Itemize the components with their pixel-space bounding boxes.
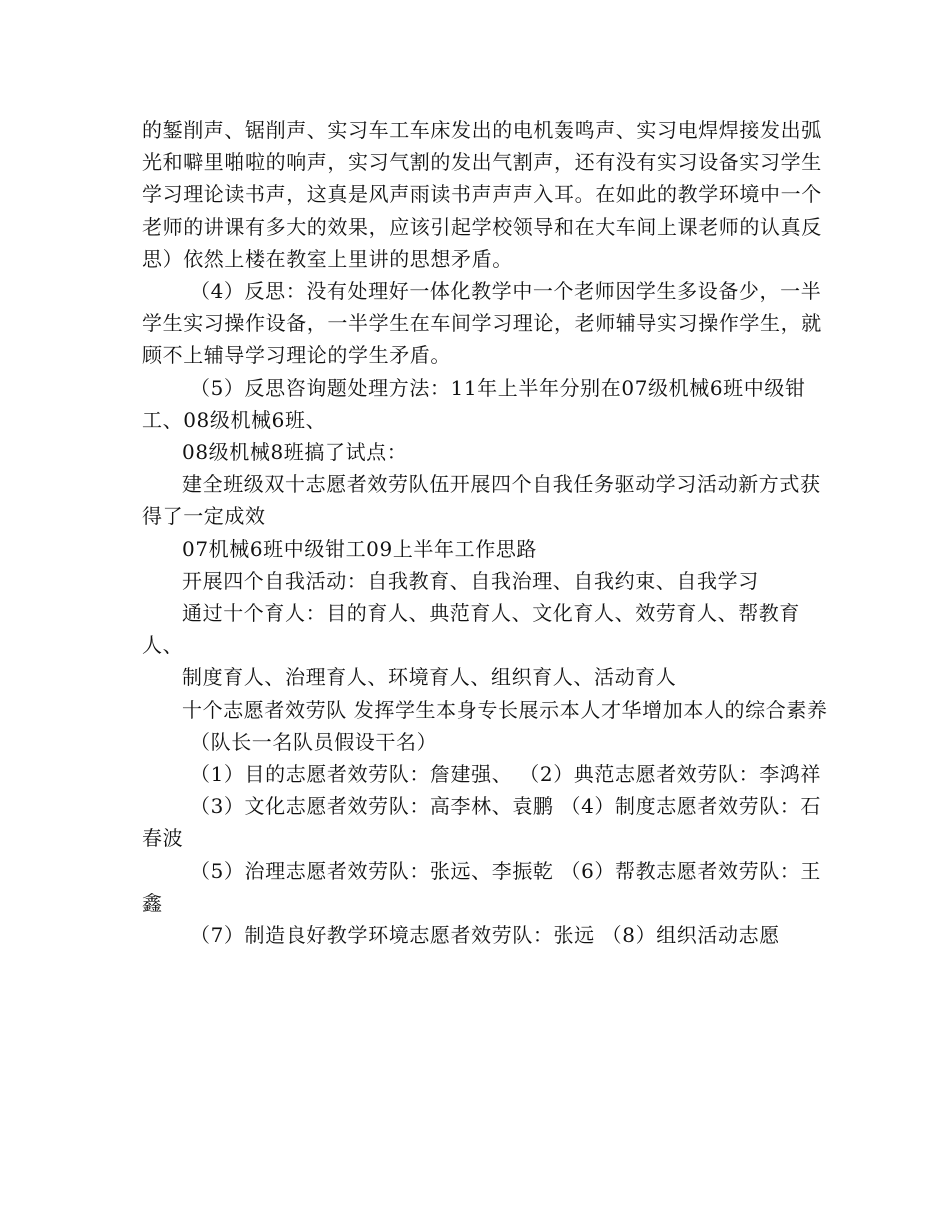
paragraph-pilot-class: 08级机械8班搞了试点：	[182, 440, 408, 465]
paragraph-team-7-8: （7）制造良好教学环境志愿者效劳队：张远 （8）组织活动志愿	[190, 923, 780, 948]
paragraph-reflection-4: （4）反思：没有处理好一体化教学中一个老师因学生多设备少，一半学生实习操作设备，一半学生在车间学习理论，老师辅导实习操作学生，就顾不上辅导学习理论的学生矛盾。	[142, 279, 822, 368]
paragraph-ten-teams: 十个志愿者效劳队 发挥学生本身专长展示本人才华增加本人的综合素养	[182, 697, 828, 722]
paragraph-team-note: （队长一名队员假设干名）	[190, 729, 438, 754]
paragraph-work-plan: 07机械6班中级钳工09上半年工作思路	[182, 536, 538, 561]
paragraph-workshop-noise: 的錾削声、锯削声、实习车工车床发出的电机轰鸣声、实习电焊焊接发出弧光和噼里啪啦的响声，实习气割的发出气割声，还有没有实习设备实习学生学习理论读书声，这真是风声雨读书声声声入耳。在如此的教学环境中一个老师的讲课有多大的效果，应该引起学校领导和在大车间上课老师的认真反思）依然上楼在教室上里讲的思想矛盾。	[142, 118, 822, 271]
paragraph-ten-education-a: 通过十个育人：目的育人、典范育人、文化育人、效劳育人、帮教育人、	[142, 601, 800, 658]
paragraph-team-3-4: （3）文化志愿者效劳队：高李林、袁鹏 （4）制度志愿者效劳队：石春波	[142, 794, 822, 851]
paragraph-team-1-2: （1）目的志愿者效劳队：詹建强、 （2）典范志愿者效劳队：李鸿祥	[190, 762, 822, 787]
paragraph-team-5-6: （5）治理志愿者效劳队：张远、李振乾 （6）帮教志愿者效劳队：王鑫	[142, 858, 822, 915]
paragraph-four-self: 开展四个自我活动：自我教育、自我治理、自我约束、自我学习	[182, 568, 759, 593]
paragraph-reflection-5: （5）反思咨询题处理方法：11年上半年分别在07级机械6班中级钳工、08级机械6班、	[142, 375, 806, 432]
paragraph-ten-education-b: 制度育人、治理育人、环境育人、组织育人、活动育人	[182, 665, 677, 690]
paragraph-volunteer-team: 建全班级双十志愿者效劳队伍开展四个自我任务驱动学习活动新方式获得了一定成效	[142, 472, 821, 529]
document-body	[142, 114, 832, 951]
